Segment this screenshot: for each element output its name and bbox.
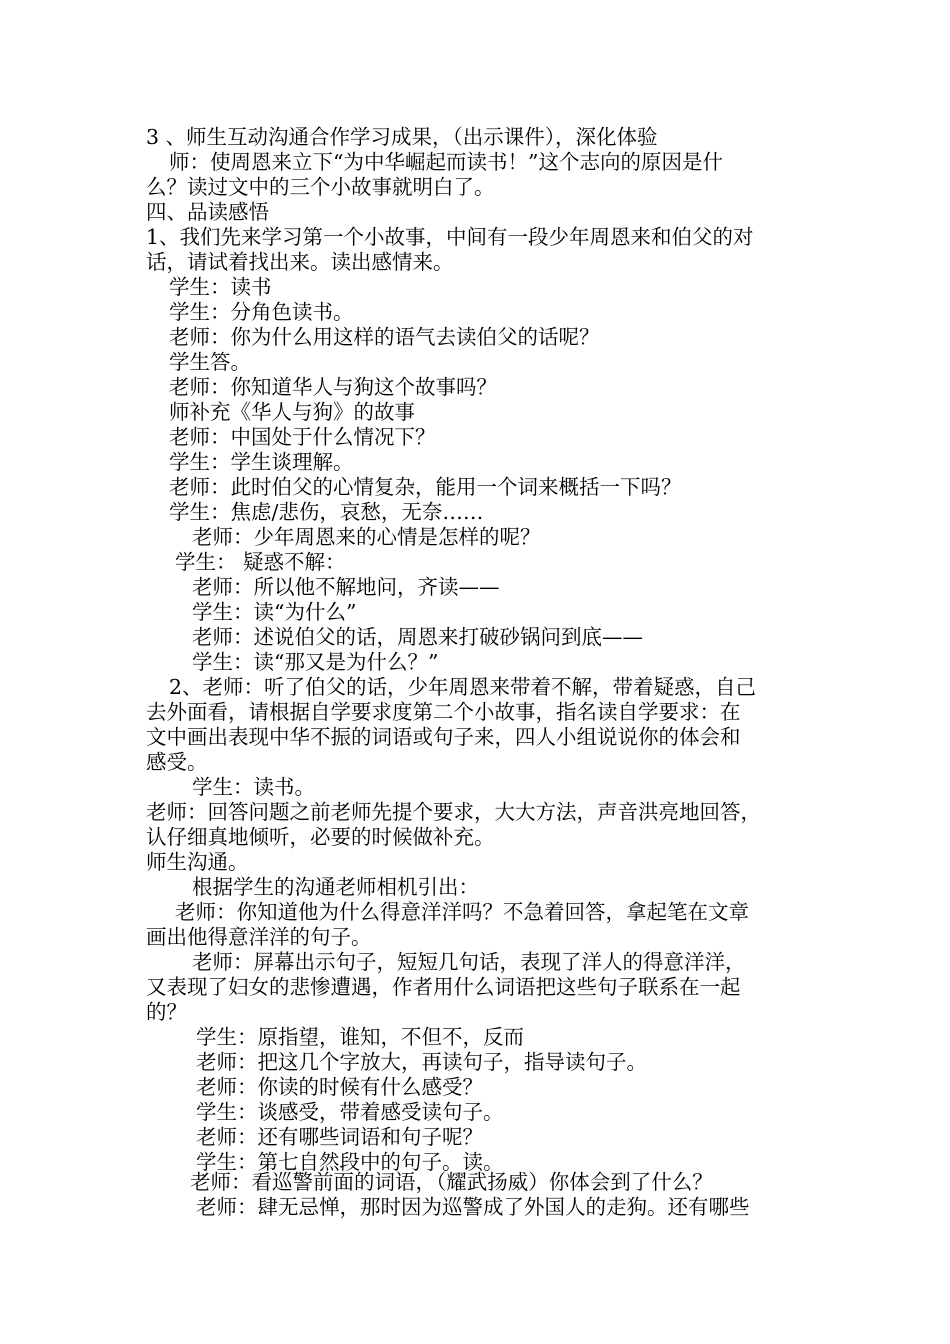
text-line: 老师：你为什么用这样的语气去读伯父的话呢？ bbox=[169, 325, 600, 349]
text-line: 学生：焦虑/悲伤，哀愁，无奈…… bbox=[169, 500, 484, 524]
text-line: 老师：把这几个字放大，再读句子，指导读句子。 bbox=[196, 1050, 647, 1074]
text-line: 又表现了妇女的悲惨遭遇，作者用什么词语把这些句子联系在一起 bbox=[146, 975, 741, 999]
text-line: 学生：原指望，谁知，不但不，反而 bbox=[196, 1025, 524, 1049]
text-line: 1、我们先来学习第一个小故事，中间有一段少年周恩来和伯父的对 bbox=[146, 225, 754, 249]
text-line: 学生：学生谈理解。 bbox=[169, 450, 354, 474]
text-line: 学生：读书 bbox=[169, 275, 272, 299]
text-line: 师补充《华人与狗》的故事 bbox=[169, 400, 415, 424]
text-line: 去外面看，请根据自学要求度第二个小故事，指名读自学要求：在 bbox=[146, 700, 741, 724]
text-line: 2、老师：听了伯父的话，少年周恩来带着不解，带着疑惑，自己 bbox=[169, 675, 757, 699]
text-line: 老师：你知道他为什么得意洋洋吗？不急着回答，拿起笔在文章 bbox=[175, 900, 749, 924]
text-line: 老师：屏幕出示句子，短短几句话，表现了洋人的得意洋洋， bbox=[192, 950, 746, 974]
text-line: 画出他得意洋洋的句子。 bbox=[146, 925, 372, 949]
text-line: 么？读过文中的三个小故事就明白了。 bbox=[146, 175, 495, 199]
text-line: 学生答。 bbox=[169, 350, 251, 374]
text-line: 老师：肆无忌惮，那时因为巡警成了外国人的走狗。还有哪些 bbox=[196, 1195, 750, 1219]
text-line: 老师：述说伯父的话，周恩来打破砂锅问到底—— bbox=[192, 625, 643, 649]
text-line: 老师：所以他不解地问，齐读—— bbox=[192, 575, 500, 599]
text-line: 学生：谈感受，带着感受读句子。 bbox=[196, 1100, 504, 1124]
text-line: 老师：此时伯父的心情复杂，能用一个词来概括一下吗？ bbox=[169, 475, 682, 499]
text-line: 根据学生的沟通老师相机引出： bbox=[192, 875, 479, 899]
text-line: 文中画出表现中华不振的词语或句子来，四人小组说说你的体会和 bbox=[146, 725, 741, 749]
text-line: 学生：读“那又是为什么？” bbox=[192, 650, 439, 674]
text-line: 老师：中国处于什么情况下？ bbox=[169, 425, 436, 449]
text-line: 学生：读书。 bbox=[192, 775, 315, 799]
text-line: 话，请试着找出来。读出感情来。 bbox=[146, 250, 454, 274]
text-line: 四、品读感悟 bbox=[146, 200, 269, 224]
text-line: 感受。 bbox=[146, 750, 208, 774]
text-line: 3 、师生互动沟通合作学习成果，（出示课件），深化体验 bbox=[146, 125, 658, 149]
text-line: 学生：第七自然段中的句子。读。 bbox=[196, 1150, 504, 1174]
text-line: 老师：看巡警前面的词语，（耀武扬威）你体会到了什么？ bbox=[190, 1170, 713, 1194]
text-line: 老师：你知道华人与狗这个故事吗？ bbox=[169, 375, 497, 399]
text-line: 学生： 疑惑不解： bbox=[175, 550, 346, 574]
text-line: 学生：分角色读书。 bbox=[169, 300, 354, 324]
text-line: 老师：还有哪些词语和句子呢？ bbox=[196, 1125, 483, 1149]
text-line: 学生：读“为什么” bbox=[192, 600, 357, 624]
text-line: 认仔细真地倾听，必要的时候做补充。 bbox=[146, 825, 495, 849]
text-line: 的？ bbox=[146, 1000, 187, 1024]
text-line: 老师：少年周恩来的心情是怎样的呢？ bbox=[192, 525, 541, 549]
text-line: 老师：你读的时候有什么感受？ bbox=[196, 1075, 483, 1099]
text-line: 老师：回答问题之前老师先提个要求，大大方法，声音洪亮地回答， bbox=[146, 800, 761, 824]
text-line: 师：使周恩来立下“为中华崛起而读书！”这个志向的原因是什 bbox=[169, 150, 723, 174]
text-line: 师生沟通。 bbox=[146, 850, 249, 874]
